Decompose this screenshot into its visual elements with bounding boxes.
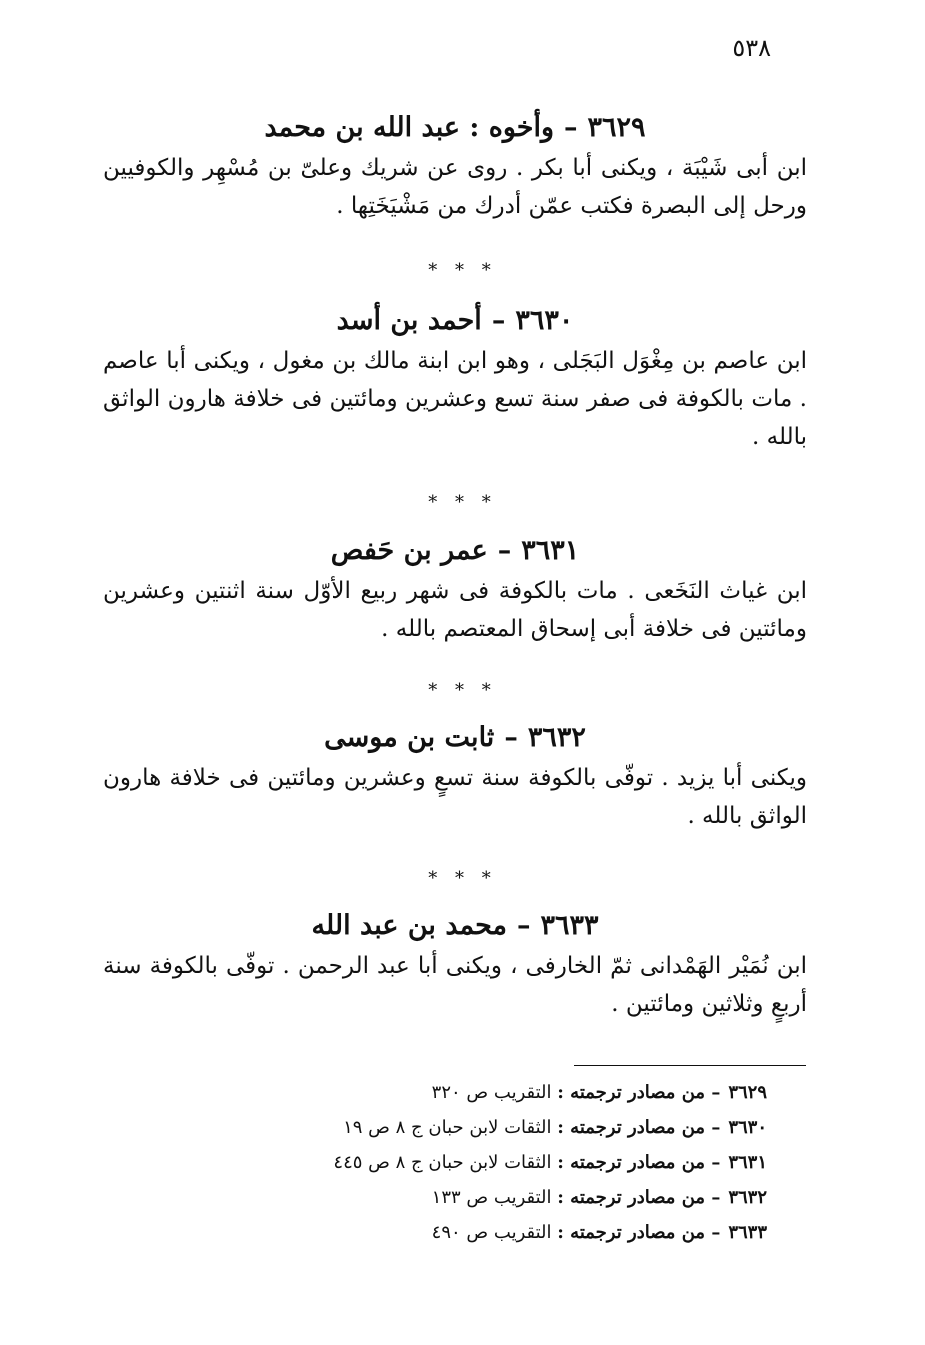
entry-name: وأخوه : عبد الله بن محمد	[264, 112, 555, 143]
separator: * * *	[428, 868, 497, 889]
footnote-label: – من مصادر ترجمته :	[557, 1152, 721, 1173]
footnote-source: التقريب ص ٤٩٠	[431, 1222, 552, 1243]
entry-dash: –	[504, 722, 518, 753]
footnote-source: التقريب ص ١٣٣	[431, 1187, 552, 1208]
entry-name: أحمد بن أسد	[336, 305, 482, 336]
separator: * * *	[428, 492, 497, 513]
footnote-label: – من مصادر ترجمته :	[557, 1222, 721, 1243]
entry-number: ٣٦٣٣	[540, 910, 599, 941]
footnotes	[247, 1075, 767, 1250]
entry-body: ويكنى أبا يزيد . توفّى بالكوفة سنة تسعٍ وعشرين ومائتين فى خلافة هارون الواثق بالله .	[103, 765, 807, 829]
footnote-source: الثقات لابن حبان ج ٨ ص ١٩	[343, 1117, 552, 1138]
footnote-number: ٣٦٣١	[728, 1152, 767, 1173]
footnote-item	[247, 1145, 767, 1180]
entry-dash: –	[564, 112, 578, 143]
footnote-item	[247, 1180, 767, 1215]
entry-3629	[103, 112, 807, 225]
entry-body: ابن غياث النَخَعى . مات بالكوفة فى شهر ربيع الأوّل سنة اثنتين وعشرين ومائتين فى خلافة أبى إسحاق المعتصم بالله .	[103, 578, 807, 642]
entry-heading	[103, 535, 807, 566]
entry-body: ابن عاصم بن مِغْوَل البَجَلى ، وهو ابن ابنة مالك بن مغول ، ويكنى أبا عاصم . مات بالكوفة فى صفر سنة تسع وعشرين ومائتين فى خلافة هارون الواثق بالله .	[103, 348, 807, 450]
footnote-source: الثقات لابن حبان ج ٨ ص ٤٤٥	[333, 1152, 552, 1173]
entry-name: محمد بن عبد الله	[311, 910, 507, 941]
entry-heading	[103, 305, 807, 336]
footnote-source: التقريب ص ٣٢٠	[431, 1082, 552, 1103]
footnote-rule	[574, 1065, 806, 1066]
entry-body: ابن نُمَيْر الهَمْدانى ثمّ الخارفى ، ويكنى أبا عبد الرحمن . توفّى بالكوفة سنة أربعٍ وثلاثين ومائتين .	[103, 953, 807, 1017]
entry-number: ٣٦٣٠	[515, 305, 574, 336]
entry-name: عمر بن حَفص	[330, 535, 488, 566]
footnote-number: ٣٦٢٩	[728, 1082, 767, 1103]
footnote-item	[247, 1110, 767, 1145]
separator: * * *	[428, 260, 497, 281]
entry-3631	[103, 535, 807, 648]
entry-heading	[103, 910, 807, 941]
entry-name: ثابت بن موسى	[324, 722, 495, 753]
entry-dash: –	[517, 910, 531, 941]
footnote-item	[247, 1215, 767, 1250]
entry-heading	[103, 722, 807, 753]
entry-dash: –	[497, 535, 512, 566]
entry-number: ٣٦٣١	[521, 535, 580, 566]
separator: * * *	[428, 680, 497, 701]
footnote-number: ٣٦٣٢	[728, 1187, 767, 1208]
entry-body: ابن أبى شَيْبَة ، ويكنى أبا بكر . روى عن شريك وعلىّ بن مُسْهِر والكوفيين ورحل إلى البصرة فكتب عمّن أدرك من مَشْيَخَتِها .	[103, 155, 807, 219]
footnote-item	[247, 1075, 767, 1110]
entry-heading	[103, 112, 807, 143]
entry-dash: –	[491, 305, 506, 336]
footnote-label: – من مصادر ترجمته :	[557, 1082, 721, 1103]
footnote-label: – من مصادر ترجمته :	[557, 1117, 721, 1138]
entry-3633	[103, 910, 807, 1023]
page-number: ٥٣٨	[732, 34, 771, 62]
entry-3632	[103, 722, 807, 835]
footnote-number: ٣٦٣٠	[728, 1117, 767, 1138]
footnote-number: ٣٦٣٣	[728, 1222, 767, 1243]
footnote-label: – من مصادر ترجمته :	[557, 1187, 721, 1208]
entry-number: ٣٦٢٩	[587, 112, 646, 143]
entry-3630	[103, 305, 807, 456]
entry-number: ٣٦٣٢	[527, 722, 586, 753]
